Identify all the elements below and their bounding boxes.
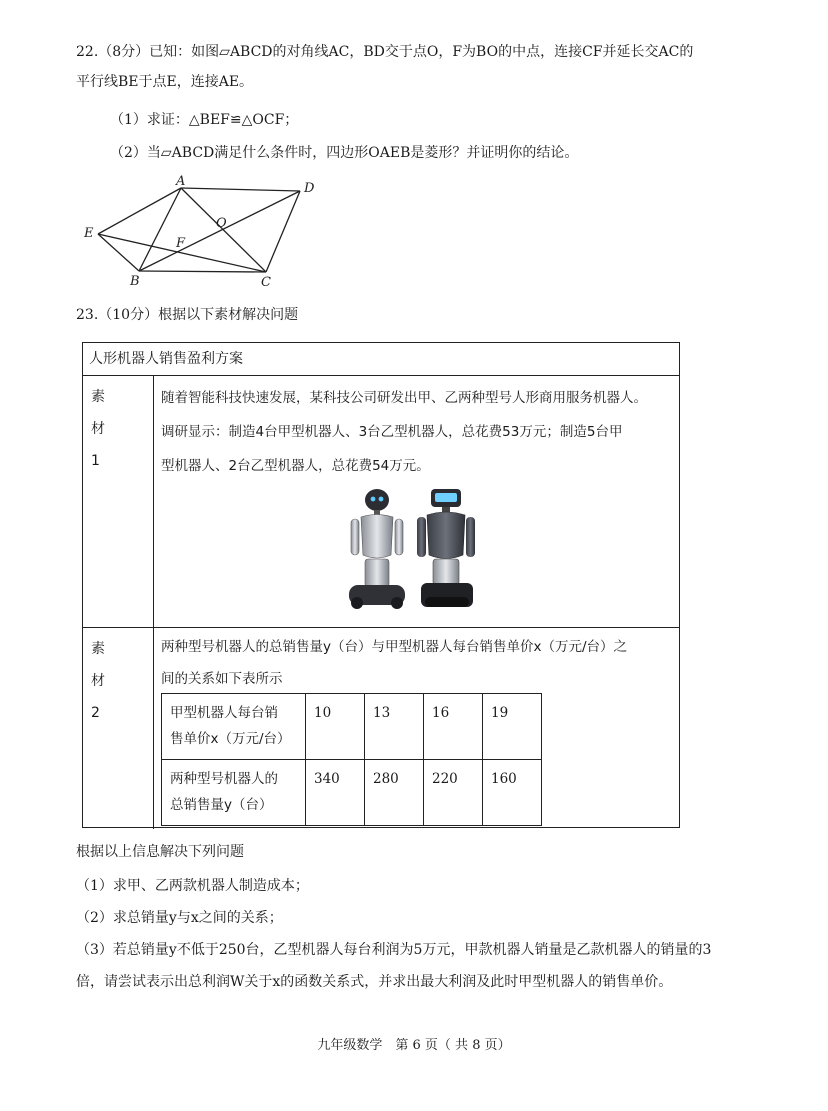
table-title: 人形机器人销售盈利方案 [83,343,679,376]
row-label-sales: 两种型号机器人的 总销售量y（台） [162,760,306,826]
material2-text: 两种型号机器人的总销售量y（台）与甲型机器人每台销售单价x（万元/台）之 间的关系如下表所示 [161,639,628,687]
table-row [162,760,542,826]
table-cell: 160 [483,760,542,826]
q22-statement-line2: 平行线BE于点E，连接AE。 [76,74,254,90]
edge-AD [181,188,300,191]
q23-sub3-line2: 倍，请尝试表示出总利润W关于x的函数关系式，并求出最大利润及此时甲型机器人的销售单价。 [76,974,673,990]
table-cell: 280 [365,760,424,826]
label-B: B [130,274,140,289]
label-D: D [304,181,315,196]
material1-label: 素 材 1 [91,389,105,469]
seg-EB [98,234,139,271]
material1-text: 随着智能科技快速发展，某科技公司研发出甲、乙两种型号人形商用服务机器人。 调研显示：制造4台甲型机器人、3台乙型机器人，总花费53万元；制造5台甲 型机器人、2台乙型机器人，总花费54万元。 [161,390,647,474]
label-F: F [176,236,186,251]
edge-BA [139,188,181,271]
table-cell: 19 [483,694,542,760]
table-cell: 10 [306,694,365,760]
table-cell: 16 [424,694,483,760]
robot-right [417,489,475,607]
label-O: O [216,216,227,231]
q22-part1: （1）求证：△BEF≌△OCF； [110,112,299,128]
q23-heading: 23.（10分）根据以下素材解决问题 [76,307,299,323]
q23-sub1: （1）求甲、乙两款机器人制造成本； [76,878,309,894]
seg-EA [98,188,181,234]
row-divider [83,627,679,628]
price-sales-table [161,693,542,826]
column-divider [153,376,154,829]
q23-sub2: （2）求总销量y与x之间的关系； [76,910,283,926]
table-cell: 340 [306,760,365,826]
page-footer: 九年级数学 第 6 页（ 共 8 页） [317,1038,511,1053]
label-E: E [84,226,94,241]
parallelogram-figure [78,174,328,292]
edge-DC [266,191,300,272]
robot-left [349,489,405,609]
material2-label: 素 材 2 [91,641,105,721]
row-label-price: 甲型机器人每台销 售单价x（万元/台） [162,694,306,760]
q22-part2: （2）当▱ABCD满足什么条件时，四边形OAEB是菱形？并证明你的结论。 [110,145,579,161]
instructions-text: 根据以上信息解决下列问题 [76,844,244,860]
table-cell: 13 [365,694,424,760]
robots-image [335,485,495,615]
q23-sub3-line1: （3）若总销量y不低于250台，乙型机器人每台利润为5万元，甲款机器人销量是乙款机器人的销量的3 [76,942,712,958]
q22-statement-line1: 22.（8分）已知：如图▱ABCD的对角线AC，BD交于点O，F为BO的中点，连接CF并延长交AC的 [76,44,694,60]
diag-BD [139,191,300,271]
label-A: A [176,174,186,189]
materials-table [82,342,680,828]
table-row [162,694,542,760]
table-cell: 220 [424,760,483,826]
label-C: C [261,275,271,290]
edge-CB [139,271,266,272]
